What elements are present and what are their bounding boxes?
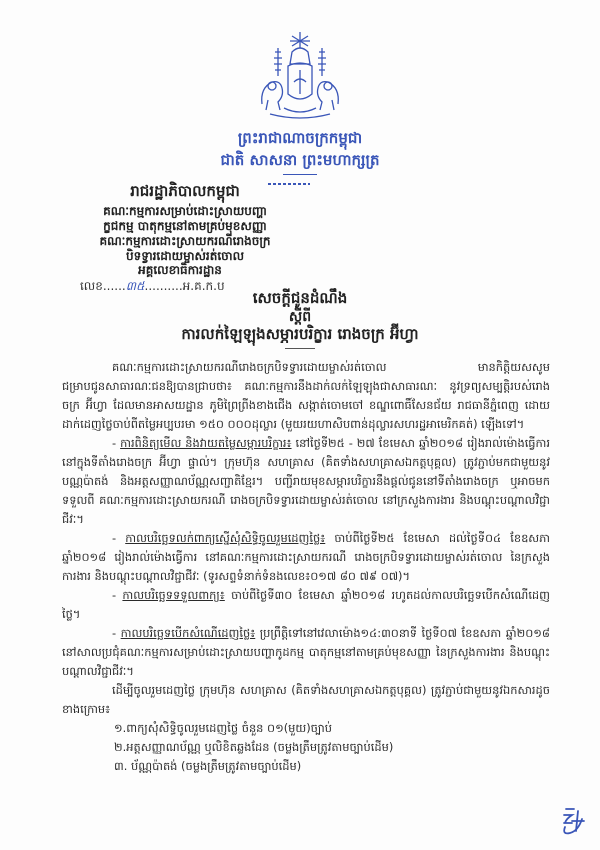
item-application-sale: - កាលបរិច្ឆេទលក់ពាក្យស្នើសុំសិទ្ធិចូលរួមដេញថ្លៃ៖ ចាប់ពីថ្ងៃទី២៥ ខែមេសា ដល់ថ្ងៃទី០៤ ខែឧសភា ឆ្នាំ២០១៨ រៀងរាល់ម៉ោងធ្វើការ នៅគណៈកម្មការដោះស្រាយករណី រោងចក្របិទទ្វារដោយម្ចាស់រត់ចោល នៃក្រសួងការងារ និងបណ្តុះបណ្តាលវិជ្ជាជីវៈ (ទូរសព្ទទំនាក់ទំនងលេខ៖០១៧ ៨០ ៧៩ ០៧)។	[62, 531, 550, 583]
national-motto: ជាតិ សាសនា ព្រះមហាក្សត្រ	[220, 151, 380, 169]
item-text: នៅថ្ងៃទី២៥ - ២៧ ខែមេសា ឆ្នាំ២០១៨ រៀងរាល់ម៉ោងធ្វើការ នៅក្នុងទីតាំងរោងចក្រ អ៊ីហ្វា ផ្ទាល់។ ក្រុមហ៊ុន សហគ្រាស (គិតទាំងសហគ្រាសឯកត្តបុគ្គល) ត្រូវភ្ជាប់មកជាមួយនូវបណ្ណប៉ាតង់ និងអត្តសញ្ញាណប័ណ្ណសញ្ជាតិខ្មែរ។ បញ្ជីរាយមុខសម្ភារបរិក្ខារនឹងផ្តល់ជូននៅទីតាំងរោងចក្រ ឬអាចមកទទួលពី គណៈកម្មការដោះស្រាយករណី រោងចក្របិទទ្វារដោយម្ចាស់រត់ចោល នៅក្រសួងការងារ និងបណ្តុះបណ្តាលវិជ្ជាជីវៈ។	[62, 436, 550, 526]
intro-paragraph: គណៈកម្មការដោះស្រាយករណីរោងចក្របិទទ្វារដោយម្ចាស់រត់ចោល មានកិត្តិយសសូមជម្រាបជូនសាធារណៈជនឱ្យបានជ្រាបថា៖ គណៈកម្មការនឹងដាក់លក់ឡៃឡុងជាសាធារណៈ នូវទ្រព្យសម្បត្តិរបស់រោងចក្រ អ៊ីហ្វា ដែលមានអាសយដ្ឋាន ភូមិព្រៃព្រីងខាងជើង សង្កាត់ចោមចៅ ខណ្ឌពោធិ៍សែនជ័យ រាជធានីភ្នំពេញ ដោយដាក់ដេញថ្លៃចាប់ពីតម្លៃអប្បបរមា ១៥០ ០០០ដុល្លារ (មួយរយហាសិបពាន់ដុល្លារសហរដ្ឋអាមេរិកគត់) ឡើងទៅ។	[62, 360, 550, 431]
signature-icon	[560, 805, 586, 839]
ref-suffix: អ.គ.ក.ប	[182, 279, 225, 293]
item-label: កាលបរិច្ឆេទទទួលពាក្យ៖	[122, 588, 225, 602]
item-inspection: - ការពិនិត្យមើល និងវាយតម្លៃសម្ភារបរិក្ខារ៖ នៅថ្ងៃទី២៥ - ២៧ ខែមេសា ឆ្នាំ២០១៨ រៀងរាល់ម៉ោងធ្វើការ នៅក្នុងទីតាំងរោងចក្រ អ៊ីហ្វា ផ្ទាល់។ ក្រុមហ៊ុន សហគ្រាស (គិតទាំងសហគ្រាសឯកត្តបុគ្គល) ត្រូវភ្ជាប់មកជាមួយនូវបណ្ណប៉ាតង់ និងអត្តសញ្ញាណប័ណ្ណសញ្ជាតិខ្មែរ។ បញ្ជីរាយមុខសម្ភារបរិក្ខារនឹងផ្តល់ជូននៅទីតាំងរោងចក្រ ឬអាចមកទទួលពី គណៈកម្មការដោះស្រាយករណី រោងចក្របិទទ្វារដោយម្ចាស់រត់ចោល នៅក្រសួងការងារ និងបណ្តុះបណ្តាលវិជ្ជាជីវៈ។	[62, 436, 550, 526]
government-title: រាជរដ្ឋាភិបាលកម្ពុជា	[130, 182, 240, 200]
item-text: ចាប់ពីថ្ងៃទី៣០ ខែមេសា ឆ្នាំ២០១៨ រហូតដល់កាលបរិច្ឆេទបើកសំណើដេញថ្លៃ។	[62, 588, 551, 621]
requirement-item: ២.អត្តសញ្ញាណប័ណ្ណ ឬលិខិតឆ្លងដែន (ចម្លងត្រឹមត្រូវតាមច្បាប់ដើម)	[114, 740, 394, 754]
ref-label: លេខ	[80, 279, 103, 293]
org-line: គណៈកម្មការដោះស្រាយករណីរោងចក្រ	[99, 234, 271, 248]
notice-title: សេចក្តីជូនដំណឹង	[252, 289, 348, 307]
notice-subject: ការលក់ឡៃឡុងសម្ភារបរិក្ខារ រោងចក្រ អ៊ីហ្វា	[181, 325, 419, 343]
org-line: គណៈកម្មការសម្រាប់ដោះស្រាយបញ្ហា	[103, 204, 267, 218]
ornament-divider	[283, 174, 317, 175]
item-text: ចាប់ពីថ្ងៃទី២៥ ខែមេសា ដល់ថ្ងៃទី០៤ ខែឧសភា ឆ្នាំ២០១៨ រៀងរាល់ម៉ោងធ្វើការ នៅគណៈកម្មការដោះស្រាយករណី រោងចក្របិទទ្វារដោយម្ចាស់រត់ចោល នៃក្រសួងការងារ និងបណ្តុះបណ្តាលវិជ្ជាជីវៈ (ទូរសព្ទទំនាក់ទំនងលេខ៖០១៧ ៨០ ៧៩ ០៧)។	[62, 531, 550, 583]
item-bid-opening: - កាលបរិច្ឆេទបើកសំណើដេញថ្លៃ៖ ប្រព្រឹត្តិទៅនៅវេលាម៉ោង១៤:៣០នាទី ថ្ងៃទី០៧ ខែឧសភា ឆ្នាំ២០១៨ នៅសាលប្រជុំគណៈកម្មការសម្រាប់ដោះស្រាយបញ្ហាកូដកម្ម បាតុកម្មនៅតាមគ្រប់មុខសញ្ញា នៃក្រសួងការងារ និងបណ្តុះបណ្តាលវិជ្ជាជីវៈ។	[62, 626, 550, 678]
item-label: ការពិនិត្យមើល និងវាយតម្លៃសម្ភារបរិក្ខារ៖	[120, 436, 292, 450]
royal-emblem-icon	[252, 30, 348, 122]
org-line: ក្ខជកម្ម បាតុកម្មនៅតាមគ្រប់មុខសញ្ញា	[103, 219, 267, 233]
requirements-list	[62, 719, 550, 776]
reference-number: លេខ......៣៥..........អ.គ.ក.ប	[80, 279, 225, 293]
requirement-item: ១.ពាក្យសុំសិទ្ធិចូលរួមដេញថ្លៃ ចំនួន ០១(មួយ)ច្បាប់	[114, 721, 332, 735]
item-text: ប្រព្រឹត្តិទៅនៅវេលាម៉ោង១៤:៣០នាទី ថ្ងៃទី០៧ ខែឧសភា ឆ្នាំ២០១៨ នៅសាលប្រជុំគណៈកម្មការសម្រាប់ដោះស្រាយបញ្ហាកូដកម្ម បាតុកម្មនៅតាមគ្រប់មុខសញ្ញា នៃក្រសួងការងារ និងបណ្តុះបណ្តាលវិជ្ជាជីវៈ។	[62, 626, 550, 678]
ornament-divider	[285, 348, 315, 349]
item-label: កាលបរិច្ឆេទបើកសំណើដេញថ្លៃ៖	[120, 626, 256, 640]
notice-body	[62, 358, 550, 776]
item-label: កាលបរិច្ឆេទលក់ពាក្យស្នើសុំសិទ្ធិចូលរួមដេញថ្លៃ៖	[125, 531, 326, 545]
kingdom-heading: ព្រះរាជាណាចក្រកម្ពុជា	[237, 129, 363, 147]
item-application-receipt: - កាលបរិច្ឆេទទទួលពាក្យ៖ ចាប់ពីថ្ងៃទី៣០ ខែមេសា ឆ្នាំ២០១៨ រហូតដល់កាលបរិច្ឆេទបើកសំណើដេញថ្លៃ។	[62, 588, 551, 621]
requirements-intro: ដើម្បីចូលរួមដេញថ្លៃ ក្រុមហ៊ុន សហគ្រាស (គិតទាំងសហគ្រាសឯកត្តបុគ្គល) ត្រូវភ្ជាប់ជាមួយនូវឯកសារដូចខាងក្រោម៖	[62, 683, 550, 716]
requirement-item: ៣. ប័ណ្ណប៉ាតង់ (ចម្លងត្រឹមត្រូវតាមច្បាប់ដើម)	[114, 759, 302, 773]
org-line: អគ្គលេខាធិការដ្ឋាន	[138, 263, 222, 277]
notice-about: ស្តីពី	[288, 309, 312, 325]
org-line: បិទទ្វារដោយម្ចាស់រត់ចោល	[125, 249, 245, 263]
ref-number: ៣៥	[125, 279, 145, 293]
